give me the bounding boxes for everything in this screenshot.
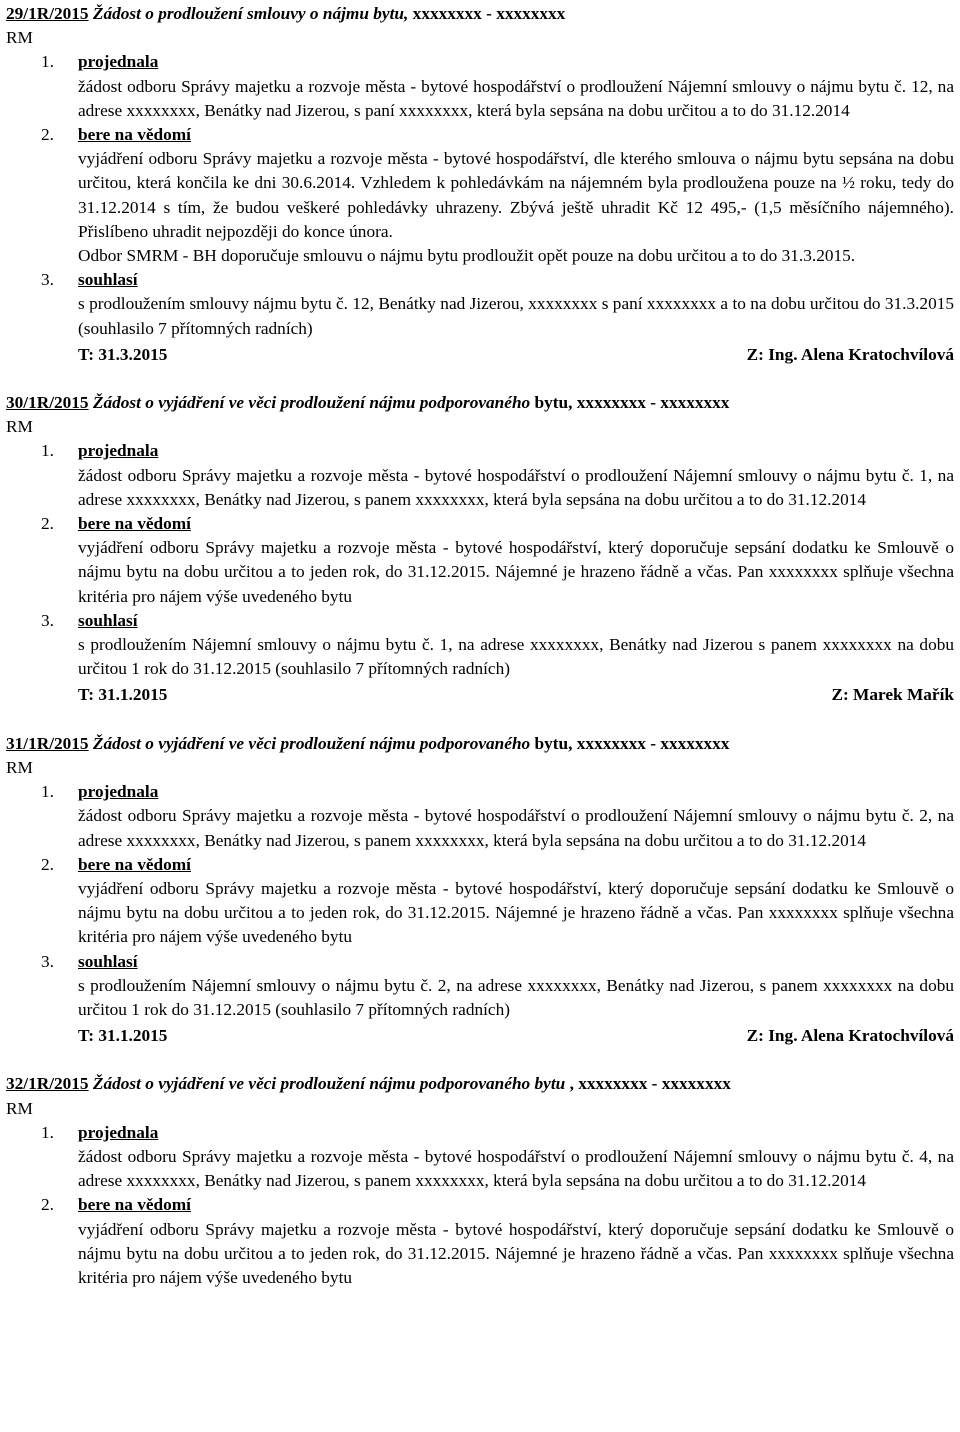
item-label: projednala xyxy=(78,52,159,72)
item-heading xyxy=(41,950,954,974)
resolution-section xyxy=(6,391,954,708)
item-number: 1. xyxy=(41,441,54,461)
item-text: Odbor SMRM - BH doporučuje smlouvu o nájmu bytu prodloužit opět pouze na dobu určitou a to do 31.3.2015. xyxy=(78,246,856,266)
item-label: projednala xyxy=(78,441,159,461)
resolution-code: 30/1R/2015 xyxy=(6,393,89,413)
resolution-item xyxy=(6,512,954,609)
deadline: T: 31.3.2015 xyxy=(78,344,168,364)
resolution-title-text: Žádost o vyjádření ve věci prodloužení nájmu podporovaného bytu xyxy=(92,1074,566,1094)
deadline: T: 31.1.2015 xyxy=(78,685,168,705)
council-label: RM xyxy=(6,1098,33,1118)
resolution-item xyxy=(6,123,954,268)
resolution-item xyxy=(6,50,954,123)
item-text: žádost odboru Správy majetku a rozvoje města - bytové hospodářství o prodloužení Nájemní smlouvy o nájmu bytu č. 12, na adrese xxxxxxxx, Benátky nad Jizerou, s paní xxxxxxxx, která byla sepsána na dobu určitou a to do 31.12.2014 xyxy=(78,76,954,120)
resolution-item xyxy=(6,439,954,512)
resolution-title-suffix: bytu, xxxxxxxx - xxxxxxxx xyxy=(534,733,730,753)
resolution-title xyxy=(6,1072,954,1096)
item-text: s prodloužením smlouvy nájmu bytu č. 12, Benátky nad Jizerou, xxxxxxxx s paní xxxxxxxx a to na dobu určitou do 31.3.2015 (souhlasilo 7 přítomných radních) xyxy=(78,294,954,338)
item-label: projednala xyxy=(78,782,159,802)
document xyxy=(6,2,954,1314)
responsible-person: Z: Ing. Alena Kratochvílová xyxy=(746,1026,954,1046)
item-number: 2. xyxy=(41,125,54,145)
resolution-code: 31/1R/2015 xyxy=(6,733,89,753)
council-label: RM xyxy=(6,757,33,777)
item-label: bere na vědomí xyxy=(78,514,191,534)
council-label: RM xyxy=(6,417,33,437)
item-heading xyxy=(41,609,954,633)
item-label: projednala xyxy=(78,1122,159,1142)
resolution-title-suffix: xxxxxxxx - xxxxxxxx xyxy=(412,4,566,23)
item-text: vyjádření odboru Správy majetku a rozvoje města - bytové hospodářství, který doporučuje sepsání dodatku ke Smlouvě o nájmu bytu na dobu určitou a to jeden rok, do 31.12.2015. Nájemné je hrazeno řádně a včas. Pan xxxxxxxx splňuje všechna kritéria pro nájem výše uvedeného bytu xyxy=(78,1219,954,1287)
item-number: 2. xyxy=(41,1195,54,1215)
resolution-title xyxy=(6,391,954,415)
resolution-item xyxy=(6,1121,954,1194)
item-heading xyxy=(41,780,954,804)
resolution-code: 29/1R/2015 xyxy=(6,4,89,23)
resolution-item xyxy=(6,853,954,950)
responsible-person: Z: Marek Mařík xyxy=(831,685,954,705)
item-number: 1. xyxy=(41,1122,54,1142)
resolution-title xyxy=(6,732,954,756)
resolution-item xyxy=(6,268,954,341)
resolution-section xyxy=(6,1072,954,1290)
resolution-title-suffix: bytu, xxxxxxxx - xxxxxxxx xyxy=(534,393,730,413)
resolution-item xyxy=(6,1193,954,1290)
item-number: 1. xyxy=(41,52,54,72)
item-number: 3. xyxy=(41,610,54,630)
resolution-title-suffix: , xxxxxxxx - xxxxxxxx xyxy=(569,1074,731,1094)
resolution-item xyxy=(6,609,954,682)
item-text: vyjádření odboru Správy majetku a rozvoje města - bytové hospodářství, který doporučuje sepsání dodatku ke Smlouvě o nájmu bytu na dobu určitou a to jeden rok, do 31.12.2015. Nájemné je hrazeno řádně a včas. Pan xxxxxxxx splňuje všechna kritéria pro nájem výše uvedeného bytu xyxy=(78,538,954,606)
item-label: bere na vědomí xyxy=(78,1195,191,1215)
item-text: žádost odboru Správy majetku a rozvoje města - bytové hospodářství o prodloužení Nájemní smlouvy o nájmu bytu č. 4, na adrese xxxxxxxx, Benátky nad Jizerou, s panem xxxxxxxx, která byla sepsána na dobu určitou a to do 31.12.2014 xyxy=(78,1146,954,1191)
item-number: 2. xyxy=(41,854,54,874)
item-number: 1. xyxy=(41,782,54,802)
resolution-title-text: Žádost o vyjádření ve věci prodloužení nájmu podporovaného xyxy=(92,393,531,413)
resolution-section xyxy=(6,2,954,367)
item-label: souhlasí xyxy=(78,951,138,971)
item-label: souhlasí xyxy=(78,610,138,630)
item-text: s prodloužením Nájemní smlouvy o nájmu bytu č. 2, na adrese xxxxxxxx, Benátky nad Jizerou, s panem xxxxxxxx na dobu určitou 1 rok do 31.12.2015 (souhlasilo 7 přítomných radních) xyxy=(78,975,954,1019)
item-text: vyjádření odboru Správy majetku a rozvoje města - bytové hospodářství, dle kterého smlouva o nájmu bytu sepsána na dobu určitou, která končila ke dni 30.6.2014. Vzhledem k pohledávkám na nájemném byla prodloužena pouze na ½ roku, tedy do 31.12.2014 s tím, že budou veškeré pohledávky uhrazeny. Zbývá ještě uhradit Kč 12 495,- (1,5 měsíčního nájemného). Přislíbeno uhradit nejpozději do konce února. xyxy=(78,149,954,241)
item-heading xyxy=(41,853,954,877)
item-number: 3. xyxy=(41,270,54,290)
item-label: souhlasí xyxy=(78,270,138,290)
item-heading xyxy=(41,123,954,147)
resolution-section xyxy=(6,732,954,1049)
deadline-row xyxy=(6,683,954,707)
resolution-title xyxy=(6,2,954,26)
item-text: žádost odboru Správy majetku a rozvoje města - bytové hospodářství o prodloužení Nájemní smlouvy o nájmu bytu č. 1, na adrese xxxxxxxx, Benátky nad Jizerou, s panem xxxxxxxx, která byla sepsána na dobu určitou a to do 31.12.2014 xyxy=(78,465,954,509)
item-heading xyxy=(41,50,954,74)
deadline: T: 31.1.2015 xyxy=(78,1026,168,1046)
deadline-row xyxy=(6,343,954,367)
item-heading xyxy=(41,1193,954,1217)
deadline-row xyxy=(6,1024,954,1048)
resolution-item xyxy=(6,950,954,1023)
item-number: 3. xyxy=(41,951,54,971)
item-text: žádost odboru Správy majetku a rozvoje města - bytové hospodářství o prodloužení Nájemní smlouvy o nájmu bytu č. 2, na adrese xxxxxxxx, Benátky nad Jizerou, s panem xxxxxxxx, která byla sepsána na dobu určitou a to do 31.12.2014 xyxy=(78,806,954,850)
item-label: bere na vědomí xyxy=(78,125,191,145)
item-heading xyxy=(41,512,954,536)
responsible-person: Z: Ing. Alena Kratochvílová xyxy=(746,344,954,364)
item-text: vyjádření odboru Správy majetku a rozvoje města - bytové hospodářství, který doporučuje sepsání dodatku ke Smlouvě o nájmu bytu na dobu určitou a to jeden rok, do 31.12.2015. Nájemné je hrazeno řádně a včas. Pan xxxxxxxx splňuje všechna kritéria pro nájem výše uvedeného bytu xyxy=(78,878,954,947)
resolution-code: 32/1R/2015 xyxy=(6,1074,89,1094)
item-label: bere na vědomí xyxy=(78,854,191,874)
item-text: s prodloužením Nájemní smlouvy o nájmu bytu č. 1, na adrese xxxxxxxx, Benátky nad Jizerou s panem xxxxxxxx na dobu určitou 1 rok do 31.12.2015 (souhlasilo 7 přítomných radních) xyxy=(78,635,954,679)
item-number: 2. xyxy=(41,514,54,534)
council-label: RM xyxy=(6,28,33,48)
item-heading xyxy=(41,439,954,463)
resolution-title-text: Žádost o vyjádření ve věci prodloužení nájmu podporovaného xyxy=(92,733,531,753)
item-heading xyxy=(41,268,954,292)
resolution-title-text: Žádost o prodloužení smlouvy o nájmu bytu, xyxy=(92,4,409,23)
resolution-item xyxy=(6,780,954,853)
item-heading xyxy=(41,1121,954,1145)
